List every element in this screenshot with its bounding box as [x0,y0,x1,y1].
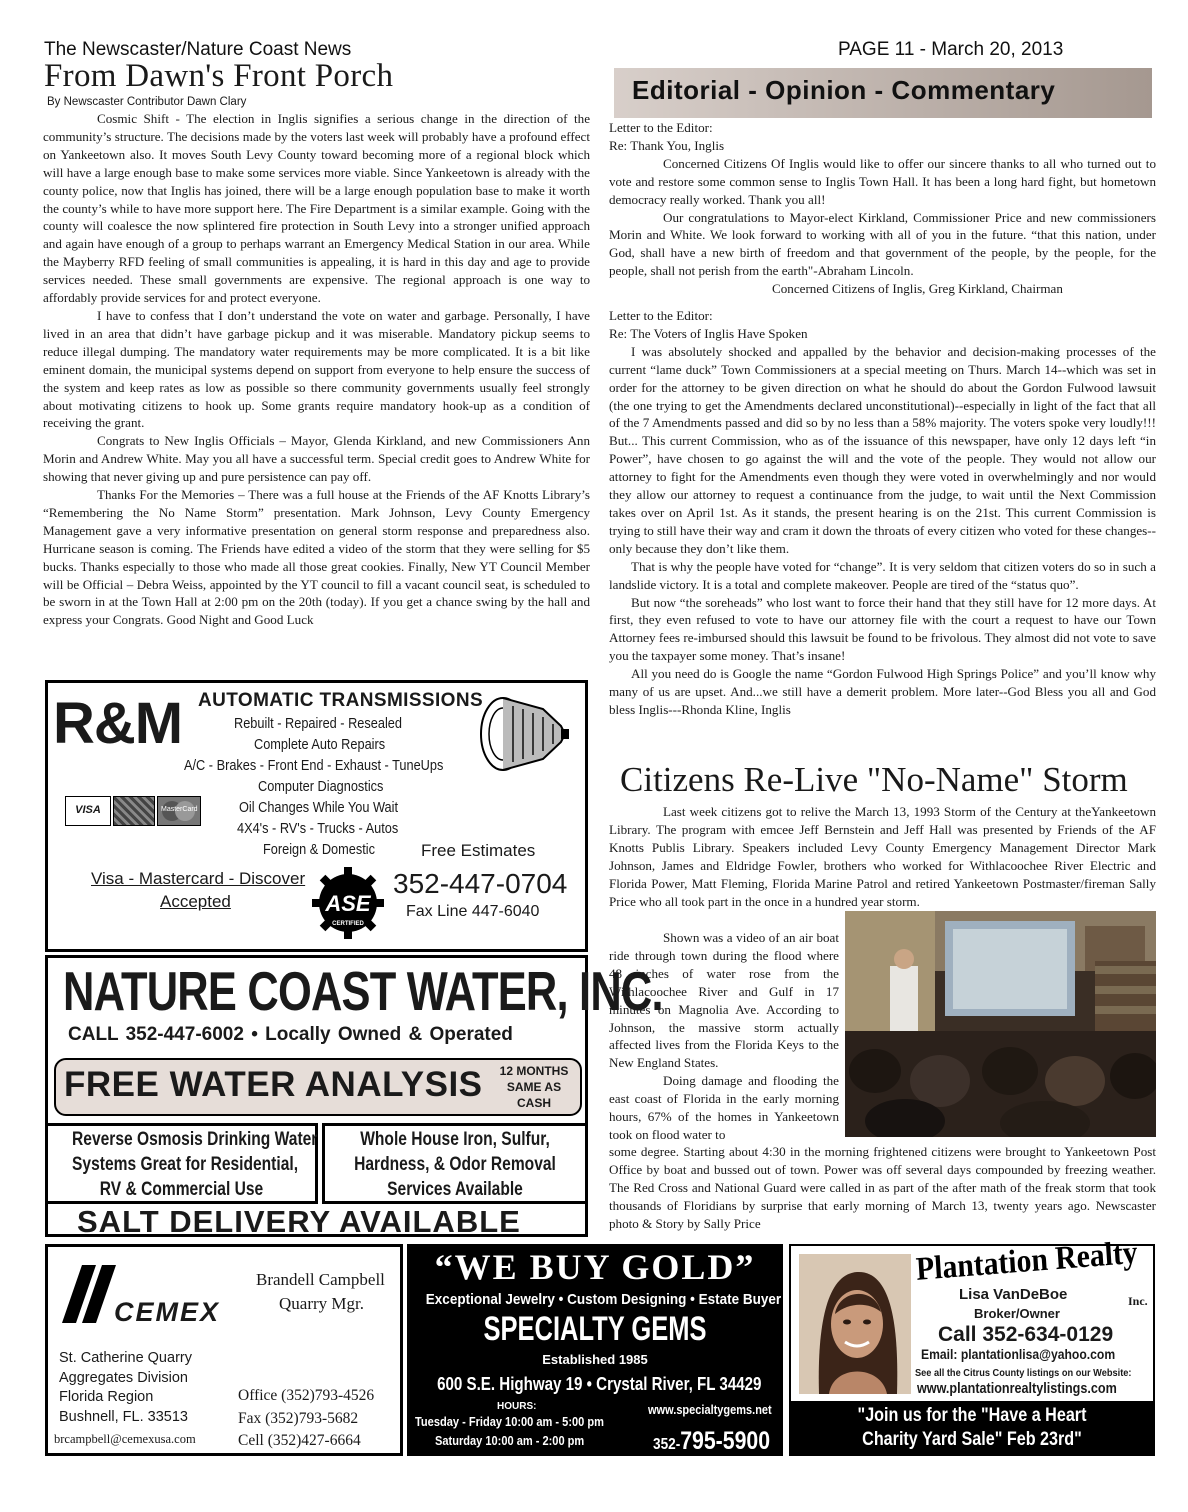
letter-intro: Letter to the Editor: [609,308,713,323]
letter-paragraph: All you need do is Google the name “Gordon Fulwood High Springs Police” and you’ll know why many of us are upset. And...we still have a demerit problem. More later--God Bless you all and God bless Inglis---Rhonda Kline, Inglis [609,666,1156,717]
plantation-call: Call 352-634-0129 [938,1323,1114,1346]
plantation-agent-role: Broker/Owner [974,1306,1060,1321]
storm-paragraph: Last week citizens got to relive the March 13, 1993 Storm of the Century at theYankeetown Library. The program with emcee Jeff Bernstein and Jeff Hall was presented by Friends of the AF Knotts Publis Library. Speakers included Levy County Emergency Management Director Mark Johnson, James and Eldridge Fowler, brothers who worked for Withlacoochee River Electric and Florida Power, Matt Fleming, Florida Marine Patrol and retired Yankeetown Postmaster/fireman Sally Price who all took part in the once in a hundred year storm. [609,804,1156,909]
svg-text:CERTIFIED: CERTIFIED [332,921,364,927]
storm-intro [609,803,1156,910]
rm-service-line: Complete Auto Repairs [254,736,386,753]
rm-service-line: Computer Diagnostics [258,778,384,795]
plantation-logo: Plantation Realty [915,1234,1139,1288]
letter-paragraph: I was absolutely shocked and appalled by the behavior and decision-making processes of the current “lame duck” Town Commissioners at a special meeting on Thurs. March 14--which was set in order for the attorney to be given direction on what he should do about the Gordon Fulwood lawsuit (the one trying to get the Amendments declared unconstitutional)--especially in light of the fact that all of the 7 Amendments passed and did so by no less than a 58% majority. The voters spoke very loudly!!! But... This current Commission, who as of the issuance of this newspaper, have only 12 days left “in Power”, have chosen to go against the will and the vote of the people. They would not allow our attorney to fight for the Amendments even though they were voted in overwhelmingly and nor would they allow our attorney to request a continuance from the judge, to wait until the Next Commission takes over on April 1st. As it stands, the present hearing is on the 21st. This current Commission is trying to still have their way and cram it down the throats of every citizen who voted for these changes--only because they don’t like them. [609,343,1156,556]
dawn-paragraph: Cosmic Shift - The election in Inglis signifies a serious change in the direction of the community’s structure. The decisions made by the voters last week will probably have a profound effect on Yankeetown also. It moves South Levy County toward becoming more of a regional block which will have a large enough base to make some services more viable. Since Yankeetown is already with the county police, now that Inglis has joined, there will be a large enough population base to make it worth the county’s while to have more support here. The Fire Department is a similar example. Going with the county will coalesce the now splintered fire protection in South Levy into a stronger unified approach and again have enough of a group to perhaps warrant an Emergency Medical Station in our area. While the Mayberry RFD feeling of small communities is appealing, it is hard in this day and age to provide services needed. These small governments are expensive. The regional approach is one way to affordably provide services for and protect everyone. [43,111,590,306]
ncw-free-analysis: FREE WATER ANALYSIS [64,1065,483,1104]
gold-hours-label: HOURS: [497,1401,537,1412]
discover-card-icon [113,796,155,826]
cemex-address-line: St. Catherine Quarry [59,1350,192,1366]
gold-website: www.specialtygems.net [648,1403,772,1417]
ncw-ro-line: RV & Commercial Use [99,1179,264,1200]
mastercard-label: MasterCard [161,806,198,813]
letter-paragraph: Concerned Citizens Of Inglis would like to offer our sincere thanks to all who turned out to vote and restore some common sense to Inglis Town Hall. It has been a long hard fight, but hometown democracy really worked. Thank you all! [609,155,1156,207]
cemex-address-line: Florida Region [59,1389,154,1405]
letter-paragraph: Our congratulations to Mayor-elect Kirkland, Commissioner Price and new commissioners Morin and White. We look forward to working with all of you in the future. “that this nation, under God, shall have a new birth of freedom and that government of the people, by the people, for the people, shall not perish from the earth"-Abraham Lincoln. [609,209,1156,279]
svg-text:ASE: ASE [325,891,371,916]
rm-service-line: Oil Changes While You Wait [239,799,398,816]
gold-established: Established 1985 [542,1352,648,1367]
ncw-ro-line: Reverse Osmosis Drinking Water [72,1129,318,1150]
cemex-phone-line: Office (352)793-4526 [238,1387,375,1404]
plantation-email: Email: plantationlisa@yahoo.com [921,1347,1116,1362]
library-audience-image [845,911,1156,1137]
rm-phone: 352-447-0704 [393,868,568,899]
gold-headline: “WE BUY GOLD” [434,1247,756,1287]
gold-hours-weekday: Tuesday - Friday 10:00 am - 5:00 pm [415,1414,604,1429]
letter-voters [609,307,1156,719]
letter-paragraph: That is why the people have voted for “change”. It is very seldom that citizen voters do so in such a landslide victory. It is a total and complete makeover. People are tired of the “status quo”. [609,558,1156,592]
ncw-months-line: 12 MONTHS [499,1064,569,1078]
rm-fax: Fax Line 447-6040 [406,903,540,920]
rm-transmission-ad [45,680,588,952]
letter-re: Re: The Voters of Inglis Have Spoken [609,325,808,341]
gold-sub: Exceptional Jewelry • Custom Designing • Estate Buyer [425,1291,782,1308]
page-info: PAGE 11 - March 20, 2013 [838,39,1064,60]
column-title: From Dawn's Front Porch [44,58,394,94]
dawn-paragraph: Thanks For the Memories – There was a full house at the Friends of the AF Knotts Library’s “Remembering the No Name Storm” presentation. Mark Johnson, Levy County Emergency Management gave a very informative presentation on general storm response and preparedness also. Hurricane season is coming. The Friends have edited a video of the storm that they were selling for $5 bucks. Thanks especially to those who made all those great cookies. Finally, New YT Council Member will be Official – Debra Weiss, appointed by the YT council to fill a vacant council seat, is scheduled to be sworn in at the Town Hall at 2:00 pm on the 20th (today). If you get a chance swing by the hall and express your Congrats. Good Night and Good Luck [43,487,590,628]
ncw-whole-house-box [322,1123,585,1204]
gold-hours-saturday: Saturday 10:00 am - 2:00 pm [435,1433,585,1448]
paper-name: The Newscaster/Nature Coast News [44,39,352,60]
ncw-free-analysis-pill [54,1058,582,1116]
section-banner-text: Editorial - Opinion - Commentary [632,75,1056,105]
ncw-ro-text [72,1127,318,1202]
visa-card-icon [65,796,111,826]
storm-headline: Citizens Re-Live "No-Name" Storm [620,760,1128,799]
ncw-wh-line: Hardness, & Odor Removal [354,1154,556,1175]
ncw-wh-line: Whole House Iron, Sulfur, [360,1129,550,1150]
ncw-name: NATURE COAST WATER, INC. [63,960,663,1022]
gold-store-name: SPECIALTY GEMS [483,1310,707,1348]
rm-service-line: 4X4's - RV's - Trucks - Autos [237,820,399,837]
cemex-address [59,1349,192,1427]
plantation-event-banner [791,1401,1153,1454]
cemex-contact-role: Quarry Mgr. [279,1294,364,1313]
cemex-ad [45,1244,403,1456]
cemex-phone-line: Cell (352)427-6664 [238,1432,361,1449]
cemex-address-line: Aggregates Division [59,1369,188,1386]
byline: By Newscaster Contributor Dawn Clary [47,96,247,108]
visa-card-label: VISA [75,804,101,816]
ase-certified-icon [310,865,386,941]
ncw-call: CALL 352-447-6002 • Locally Owned & Operated [68,1024,513,1045]
ncw-reverse-osmosis-box [48,1123,318,1204]
nature-coast-water-ad [45,955,663,1239]
plantation-agent-name: Lisa VanDeBoe [959,1286,1068,1303]
storm-continued [609,1143,1156,1233]
storm-paragraph: some degree. Starting about 4:30 in the morning frightened citizens were brought to Yankeetown Post Office by boat and bussed out of town. Power was off several days compounded by freezing weather. The Red Cross and National Guard were called in as part of the after math of the freak storm that took thousands of Floridians by surprise that early morning of March 13, twenty years ago. Newscaster photo & Story by Sally Price [609,1144,1156,1231]
plantation-inc: Inc. [1128,1294,1148,1308]
gold-phone-number: 795-5900 [680,1427,771,1455]
cemex-logo: CEMEX [114,1297,221,1327]
dawn-paragraph: Congrats to New Inglis Officials – Mayor, Glenda Kirkland, and new Commissioners Ann Morin and Andrew White. May you all have a successful term. Special credit goes to Andrew White for showing that never giving up and pure persistence can pay off. [43,433,590,485]
storm-paragraph: Doing damage and flooding the east coast of Florida in the early morning hours, 67% of the homes in Yankeetown took on flood water to [609,1073,839,1142]
ncw-months-line: CASH [516,1096,551,1110]
storm-photo [845,911,1156,1137]
cemex-address-line: Bushnell, FL. 33513 [59,1408,188,1425]
cemex-phones [238,1385,374,1453]
ncw-ro-line: Systems Great for Residential, [72,1154,299,1175]
ncw-wh-line: Services Available [387,1179,523,1200]
rm-logo: R&M [53,691,183,756]
rm-service-line: Foreign & Domestic [263,841,375,858]
plantation-event-line1: "Join us for the "Have a Heart [857,1405,1087,1426]
ncw-same-as-cash [490,1063,578,1111]
rm-title: AUTOMATIC TRANSMISSIONS [198,690,484,711]
plantation-see-listings: See all the Citrus County listings on our Website: [915,1367,1132,1379]
plantation-realty-ad [789,1234,1155,1456]
rm-cards-accepted: Visa - Mastercard - Discover [91,869,306,888]
letter-intro: Letter to the Editor: [609,120,713,135]
plantation-event-line2: Charity Yard Sale" Feb 23rd" [862,1429,1082,1450]
letter-thank-you [609,119,1156,298]
gold-phone-area: 352- [653,1436,681,1453]
letter-re: Re: Thank You, Inglis [609,137,725,153]
ncw-salt-delivery: SALT DELIVERY AVAILABLE [77,1204,521,1239]
ncw-wh-text [348,1127,561,1202]
rm-service-line: A/C - Brakes - Front End - Exhaust - TuneUps [184,757,444,774]
plantation-website: www.plantationrealtylistings.com [917,1380,1117,1397]
rm-cards-accepted-2: Accepted [160,892,231,911]
cemex-email: brcampbell@cemexusa.com [54,1432,196,1446]
dawn-column [43,110,590,629]
storm-paragraph: Shown was a video of an air boat ride through town during the flood where 48 inches of water rose from the Withlacoochee River and Gulf in 17 minutes on Magnolia Ave. According to Johnson, the massive storm actually affected lives from the Florida Keys to the New England States. [609,930,839,1071]
cemex-contact-name: Brandell Campbell [256,1270,385,1289]
letter-paragraph: But now “the soreheads” who lost want to force their hand that they still have for 12 more days. At first, they even refused to vote to have our attorney file with the court a request to have our Town Attorney fees re-imbursed should this lawsuit be found to be frivolous. They almost did not vote to save you the taxpayer some money. That’s insane! [609,594,1156,664]
gold-address: 600 S.E. Highway 19 • Crystal River, FL 34429 [437,1374,762,1394]
rm-service-line: Rebuilt - Repaired - Resealed [234,715,402,732]
dawn-paragraph: I have to confess that I don’t understand the vote on water and garbage. Personally, I have lived in an area that didn’t have garbage pickup and it was miserable. Mandatory pickup seems to reduce illegal dumping. The mandatory water requirements may be more complicated. It is a bit like eminent domain, the municipal systems depend on support from everyone to help ensure the success of the system and keep rates as low as possible so there community governments usually feel strongly about motivating citizens to hook up. Some grants require mandatory hook-up as a condition of receiving the grant. [43,307,590,431]
section-banner [614,68,1152,118]
letter-signature: Concerned Citizens of Inglis, Greg Kirkland, Chairman [772,281,1063,297]
rm-free-estimates: Free Estimates [421,841,536,860]
specialty-gems-ad [407,1244,783,1456]
ncw-months-line: SAME AS [506,1080,562,1094]
transmission-icon [473,691,571,777]
realtor-portrait-image [799,1254,911,1394]
cemex-phone-line: Fax (352)793-5682 [238,1409,359,1427]
gold-phone [653,1427,770,1456]
mastercard-icon [157,796,201,826]
